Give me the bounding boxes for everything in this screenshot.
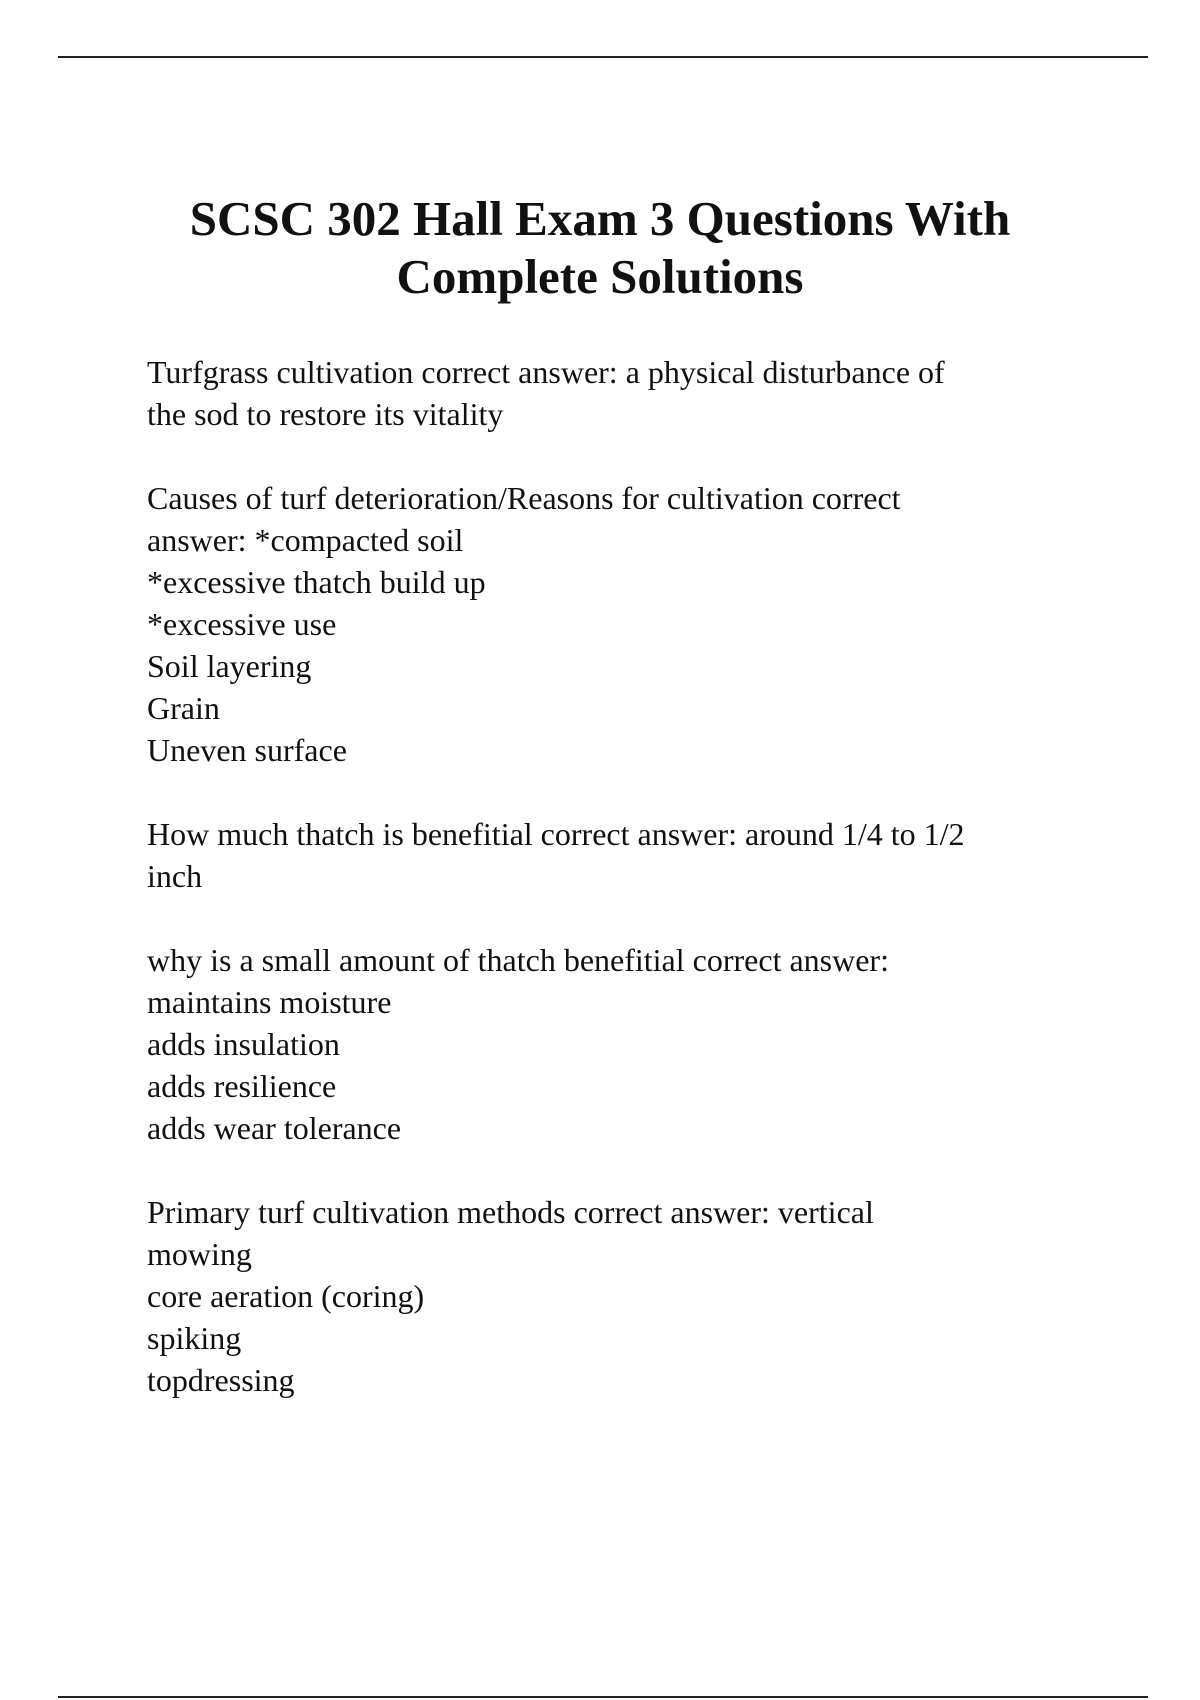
text-line: Soil layering [147, 648, 312, 684]
text-line: *excessive use [147, 606, 337, 642]
text-line: topdressing [147, 1362, 295, 1398]
text-line: Primary turf cultivation methods correct answer: vertical [147, 1194, 874, 1230]
text-line: maintains moisture [147, 984, 392, 1020]
text-line: adds insulation [147, 1026, 340, 1062]
document-title [0, 190, 1200, 306]
text-line: How much thatch is benefitial correct answer: around 1/4 to 1/2 [147, 816, 965, 852]
text-line: Uneven surface [147, 732, 347, 768]
text-line: Turfgrass cultivation correct answer: a physical disturbance of [147, 354, 945, 390]
text-line: spiking [147, 1320, 242, 1356]
text-line: Grain [147, 690, 220, 726]
text-line: adds resilience [147, 1068, 337, 1104]
text-line: adds wear tolerance [147, 1110, 402, 1146]
text-line: *excessive thatch build up [147, 564, 486, 600]
text-line: inch [147, 858, 203, 894]
title-line: SCSC 302 Hall Exam 3 Questions With [189, 191, 1011, 246]
header-rule [58, 56, 1148, 58]
qa-paragraph [147, 939, 1107, 1149]
qa-paragraph [147, 1191, 1107, 1401]
text-line: mowing [147, 1236, 252, 1272]
footer-rule [58, 1696, 1148, 1698]
qa-paragraph [147, 351, 1107, 435]
document-body [147, 351, 1107, 1443]
text-line: core aeration (coring) [147, 1278, 425, 1314]
text-line: Causes of turf deterioration/Reasons for cultivation correct [147, 480, 901, 516]
title-line: Complete Solutions [396, 249, 804, 304]
text-line: the sod to restore its vitality [147, 396, 504, 432]
qa-paragraph [147, 813, 1107, 897]
text-line: answer: *compacted soil [147, 522, 464, 558]
qa-paragraph [147, 477, 1107, 771]
text-line: why is a small amount of thatch benefitial correct answer: [147, 942, 889, 978]
